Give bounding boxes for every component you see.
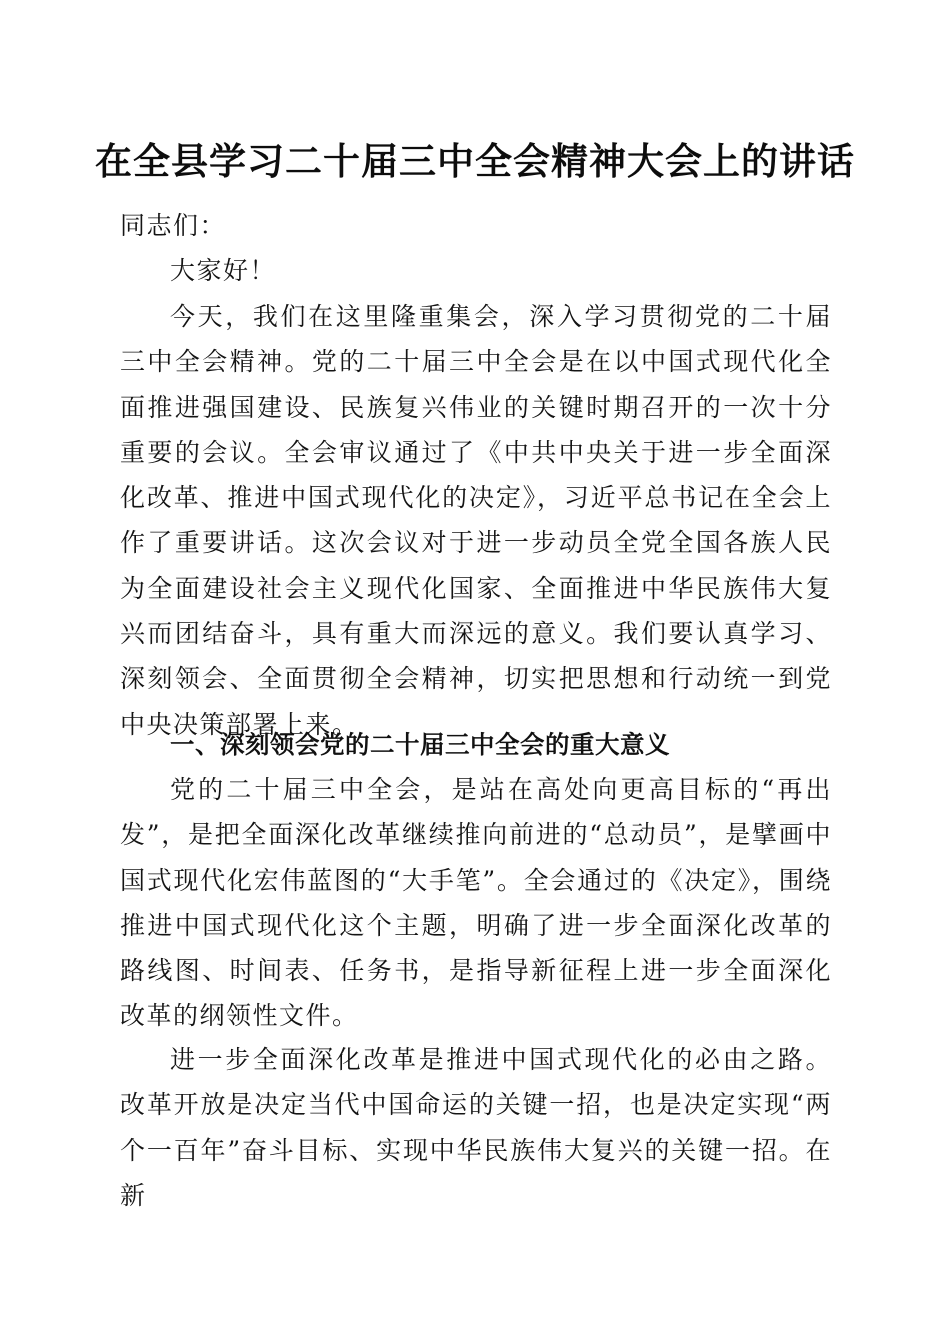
paragraph-significance bbox=[120, 767, 832, 1047]
paragraph-text: 进一步全面深化改革是推进中国式现代化的必由之路。改革开放是决定当代中国命运的关键一招，也是决定实现“两个一百年”奋斗目标、实现中华民族伟大复兴的关键一招。在新 bbox=[120, 1045, 832, 1210]
paragraph-reform bbox=[120, 1037, 832, 1210]
salutation: 同志们： bbox=[120, 211, 227, 240]
paragraph-text: 党的二十届三中全会，是站在高处向更高目标的“再出发”，是把全面深化改革继续推向前进的“总动员”，是擘画中国式现代化宏伟蓝图的“大手笔”。全会通过的《决定》，围绕推进中国式现代化这个主题，明确了进一步全面深化改革的路线图、时间表、任务书，是指导新征程上进一步全面深化改革的纲领性文件。 bbox=[120, 775, 832, 1031]
document-title: 在全县学习二十届三中全会精神大会上的讲话 bbox=[95, 139, 855, 183]
paragraph-text: 今天，我们在这里隆重集会，深入学习贯彻党的二十届三中全会精神。党的二十届三中全会是在以中国式现代化全面推进强国建设、民族复兴伟业的关键时期召开的一次十分重要的会议。全会审议通过了《中共中央关于进一步全面深化改革、推进中国式现代化的决定》，习近平总书记在全会上作了重要讲话。这次会议对于进一步动员全党全国各族人民为全面建设社会主义现代化国家、全面推进中华民族伟大复兴而团结奋斗，具有重大而深远的意义。我们要认真学习、深刻领会、全面贯彻全会精神，切实把思想和行动统一到党中央决策部署上来。 bbox=[120, 302, 832, 739]
greeting: 大家好！ bbox=[170, 256, 277, 285]
paragraph-intro bbox=[120, 294, 832, 739]
section-heading: 一、深刻领会党的二十届三中全会的重大意义 bbox=[170, 730, 670, 759]
